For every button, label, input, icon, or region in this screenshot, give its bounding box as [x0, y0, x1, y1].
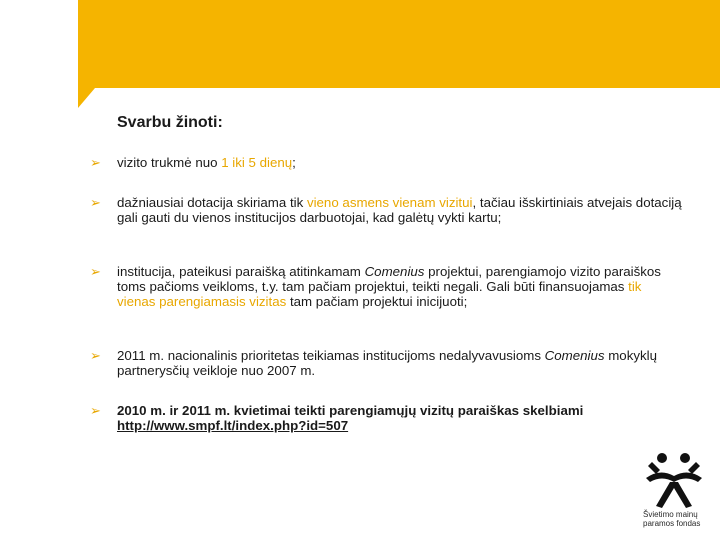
header-banner	[0, 0, 720, 108]
arrow-bullet-icon: ➢	[90, 155, 101, 170]
arrow-bullet-icon: ➢	[90, 195, 101, 210]
logo-caption: Švietimo mainų paramos fondas	[643, 510, 701, 528]
slide-title: Svarbu žinoti:	[117, 114, 223, 131]
arrow-bullet-icon: ➢	[90, 348, 101, 363]
arrow-bullet-icon: ➢	[90, 264, 101, 279]
arrow-bullet-icon: ➢	[90, 403, 101, 418]
smpf-link[interactable]: http://www.smpf.lt/index.php?id=507	[117, 418, 349, 433]
